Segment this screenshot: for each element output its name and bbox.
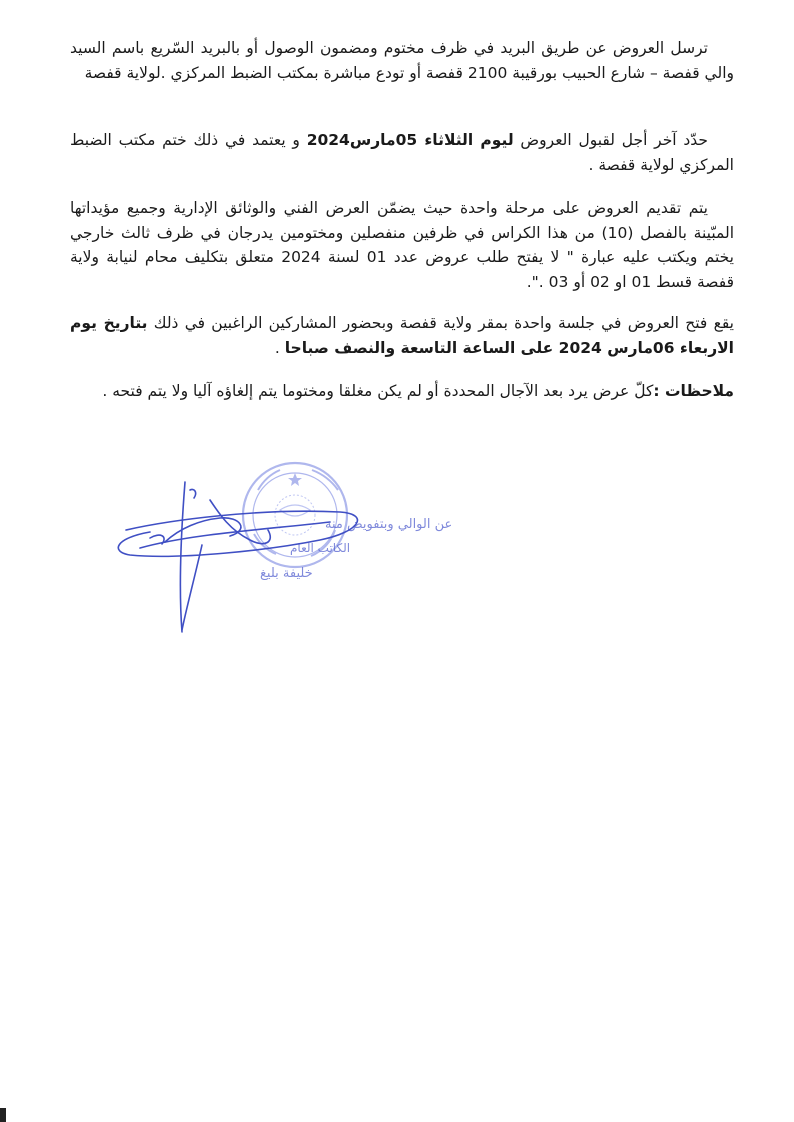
handwritten-signature-icon: [118, 482, 357, 632]
paragraph-4-pre: يقع فتح العروض في جلسة واحدة بمقر ولاية قفصة وبحضور المشاركين الراغبين في ذلك: [147, 314, 734, 332]
paragraph-2-pre: حدّد آخر أجل لقبول العروض: [513, 131, 709, 149]
paragraph-2-post: و يعتمد في ذلك ختم مكتب الضبط المركزي لولاية قفصة .: [70, 131, 734, 174]
notes-text: كلّ عرض يرد بعد الآجال المحددة أو لم يكن مغلقا ومختوما يتم إلغاؤه آليا ولا يتم فتحه .: [102, 382, 654, 400]
paragraph-1-text: ترسل العروض عن طريق البريد في ظرف مختوم ومضمون الوصول أو بالبريد السّريع باسم السيد والي قفصة – شارع الحبيب بورقيبة 2100 قفصة أو تودع مباشرة بمكتب الضبط المركزي .لولاية قفصة: [70, 39, 734, 82]
signature-line-2: الكاتب العام: [290, 541, 351, 555]
scan-edge-mark: [0, 1108, 6, 1122]
paragraph-notes: [70, 379, 734, 404]
paragraph-opening-session: [70, 311, 734, 360]
signature-line-1: عن الوالي وبتفويض منه: [325, 517, 453, 532]
paragraph-submission-procedure: [70, 196, 734, 294]
paragraph-deadline: [70, 128, 734, 177]
opening-date: بتاريخ يوم الاربعاء 06مارس 2024 على الساعة التاسعة والنصف صباحا: [70, 314, 734, 357]
stamp-and-signature: [90, 460, 453, 640]
notes-label: ملاحظات :: [653, 382, 734, 400]
paragraph-submission-method: [70, 36, 734, 85]
paragraph-3-text: يتم تقديم العروض على مرحلة واحدة حيث يضمّن العرض الفني والوثائق الإدارية وجميع مؤيداتها المبّينة بالفصل (10) من هذا الكراس في ظرفين منفصلين ومختومين يدرجان في ظرف ثالث خارجي يختم ويكتب عليه عبارة " لا يفتح طلب عروض عدد 01 لسنة 2024 متعلق بتكليف محام لنيابة ولاية قفصة قسط 01 او 02 أو 03 .".: [70, 199, 734, 291]
signature-stamp-graphic: [90, 460, 453, 640]
deadline-date: ليوم الثلاثاء 05مارس2024: [306, 131, 514, 149]
paragraph-4-post: .: [274, 338, 285, 357]
signature-line-3: خليفة بليغ: [260, 566, 313, 581]
